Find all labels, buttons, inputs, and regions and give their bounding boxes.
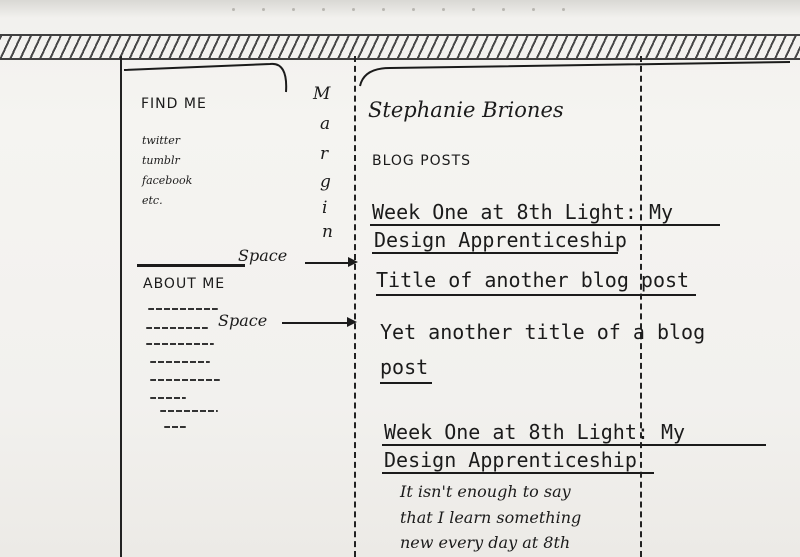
main-column-guide	[354, 56, 356, 557]
space-arrow-top-line	[305, 262, 349, 264]
space-arrow-bottom-line	[282, 322, 348, 324]
post-title-underline	[380, 382, 432, 384]
sidebar-link-facebook[interactable]: facebook	[142, 174, 193, 187]
featured-post-excerpt-line: that I learn something	[400, 508, 582, 527]
post-title-underline	[372, 252, 618, 254]
perforation-dot	[262, 8, 265, 11]
about-me-heading: ABOUT ME	[143, 276, 226, 292]
perforation-dot	[532, 8, 535, 11]
sidebar-divider	[137, 264, 245, 267]
margin-note-letter: i	[322, 198, 328, 218]
placeholder-text-line	[164, 426, 186, 428]
placeholder-text-line	[160, 410, 218, 412]
post-title-underline	[382, 444, 766, 446]
margin-note-letter: a	[320, 114, 331, 134]
post-title-3-line2[interactable]: post	[380, 355, 429, 379]
margin-note-letter: r	[320, 144, 329, 164]
perforation-dot	[292, 8, 295, 11]
perforation-dot	[412, 8, 415, 11]
placeholder-text-line	[148, 308, 218, 310]
margin-note-letter: n	[322, 222, 333, 242]
placeholder-text-line	[146, 343, 214, 345]
sidebar-link-twitter[interactable]: twitter	[142, 134, 180, 147]
main-corner-curve	[350, 56, 800, 96]
perforation-dot	[442, 8, 445, 11]
post-title-2[interactable]: Title of another blog post	[376, 268, 690, 292]
space-annotation-top: Space	[238, 246, 288, 265]
featured-post-excerpt-line: new every day at 8th	[400, 533, 571, 552]
margin-note-letter: M	[313, 84, 331, 104]
perforation-dot	[382, 8, 385, 11]
perforation-dot	[232, 8, 235, 11]
featured-post-title-line2[interactable]: Design Apprenticeship	[384, 448, 637, 472]
placeholder-text-line	[146, 327, 208, 329]
post-title-1-line1[interactable]: Week One at 8th Light: My	[372, 200, 674, 224]
post-title-underline	[382, 472, 654, 474]
left-column-border	[120, 56, 122, 557]
placeholder-text-line	[150, 397, 186, 399]
site-title[interactable]: Stephanie Briones	[368, 98, 564, 122]
post-title-3-line1[interactable]: Yet another title of a blog	[380, 320, 706, 344]
perforation-dot	[562, 8, 565, 11]
blog-posts-heading: BLOG POSTS	[372, 153, 472, 169]
space-arrow-bottom-head	[347, 317, 357, 327]
right-column-guide	[640, 56, 642, 557]
placeholder-text-line	[150, 361, 210, 363]
placeholder-text-line	[150, 379, 220, 381]
post-title-underline	[376, 294, 696, 296]
featured-post-excerpt-line: It isn't enough to say	[400, 482, 571, 501]
sidebar-link-tumblr[interactable]: tumblr	[142, 154, 180, 167]
sidebar-corner-curve	[120, 56, 300, 96]
margin-note-letter: g	[320, 172, 331, 192]
perforation-dot	[502, 8, 505, 11]
featured-post-title-line1[interactable]: Week One at 8th Light: My	[384, 420, 686, 444]
find-me-heading: FIND ME	[141, 96, 207, 112]
perforation-dot	[322, 8, 325, 11]
perforation-dot	[472, 8, 475, 11]
post-title-underline	[370, 224, 720, 226]
space-arrow-top-head	[348, 257, 358, 267]
perforation-dot	[352, 8, 355, 11]
space-annotation-bottom: Space	[218, 311, 268, 330]
sidebar-link-etc[interactable]: etc.	[142, 194, 163, 207]
post-title-1-line2[interactable]: Design Apprenticeship	[374, 228, 627, 252]
